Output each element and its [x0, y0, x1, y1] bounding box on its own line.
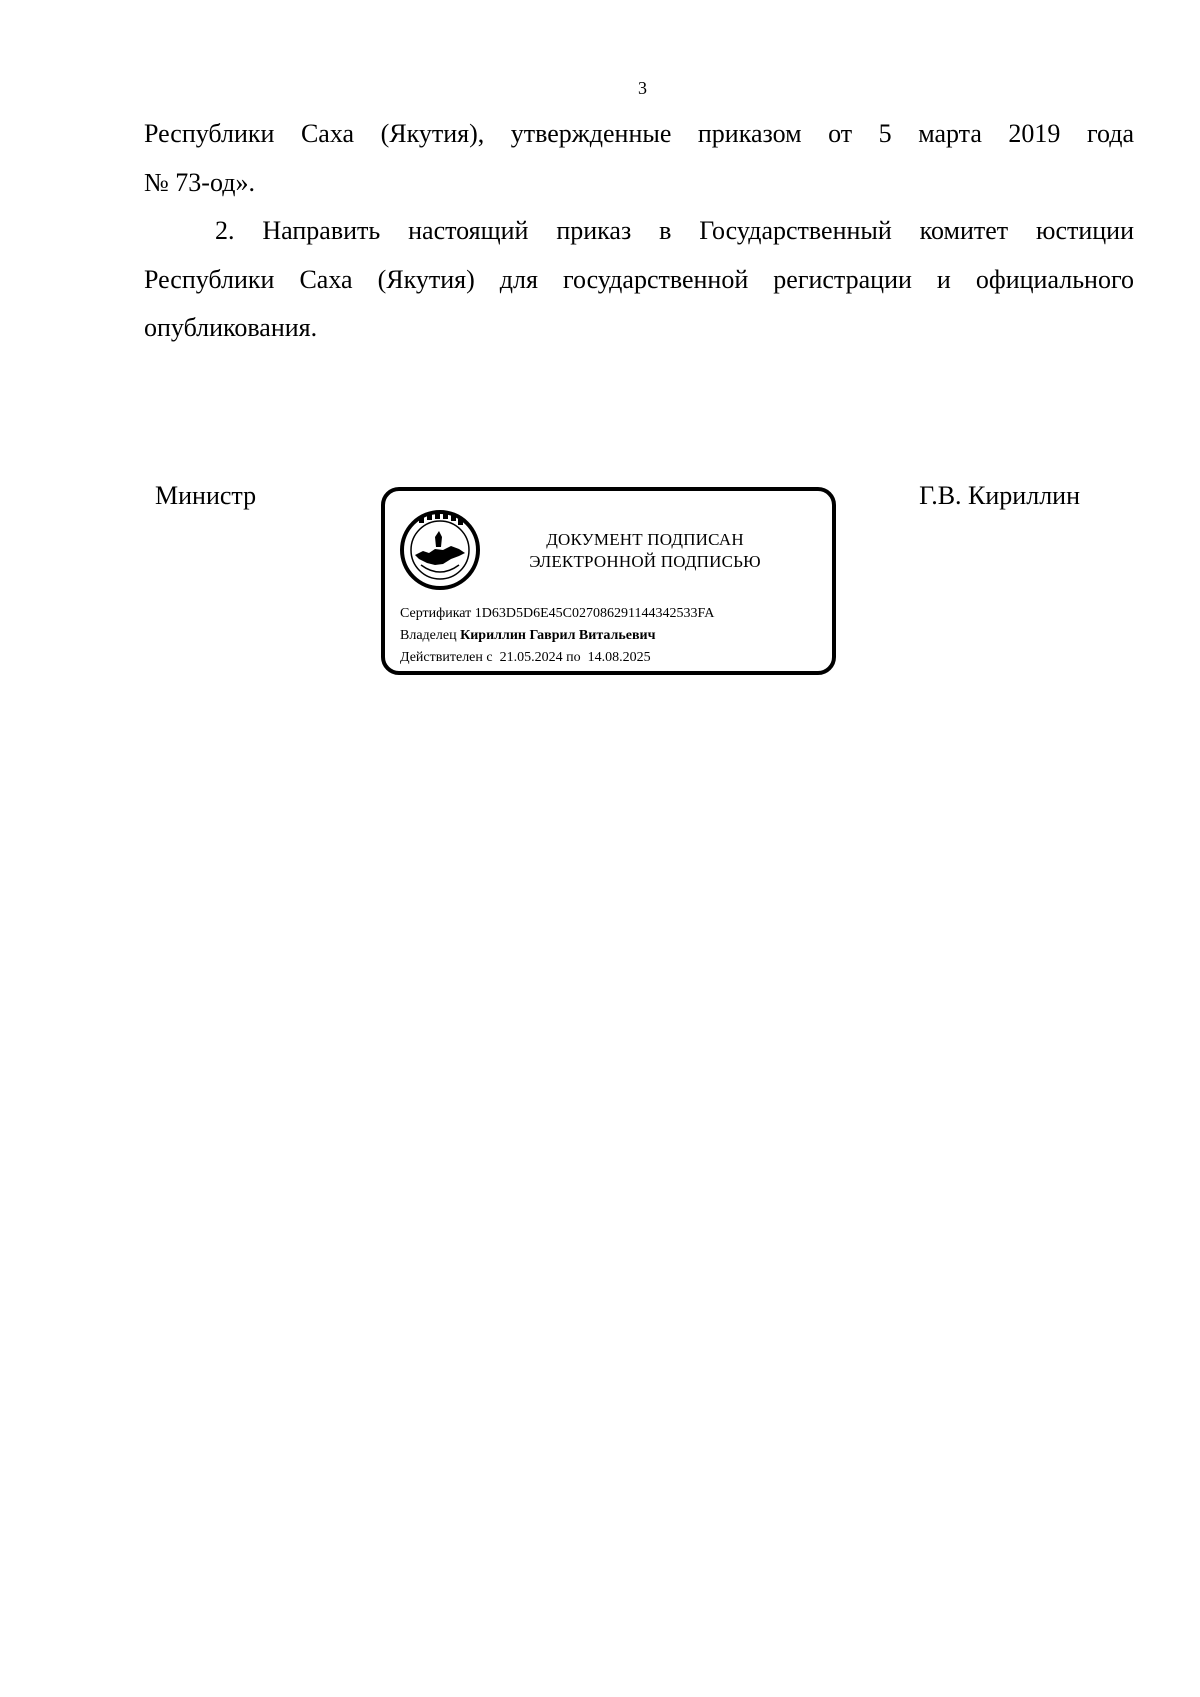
paragraph-2	[144, 207, 1134, 353]
owner-label: Владелец	[400, 628, 457, 643]
owner-row	[400, 625, 714, 647]
valid-to-label: по	[566, 650, 581, 665]
text-line: Республики Саха (Якутия) для государственной регистрации и официального	[144, 264, 1134, 294]
stamp-heading	[495, 529, 795, 573]
document-body	[144, 110, 1134, 353]
text-line: № 73-од».	[144, 167, 255, 197]
certificate-row	[400, 603, 714, 625]
stamp-details	[400, 603, 714, 669]
stamp-heading-line: ДОКУМЕНТ ПОДПИСАН	[546, 530, 744, 549]
text-line: 2. Направить настоящий приказ в Государственный комитет юстиции	[215, 216, 1134, 245]
valid-label: Действителен с	[400, 650, 493, 665]
electronic-signature-stamp	[381, 487, 836, 675]
paragraph-1	[144, 110, 1134, 207]
signer-title: Министр	[155, 481, 257, 510]
stamp-heading-line: ЭЛЕКТРОННОЙ ПОДПИСЬЮ	[529, 552, 761, 571]
page-number: 3	[638, 78, 647, 98]
coat-of-arms-seal-icon	[399, 509, 481, 591]
signer-name: Г.В. Кириллин	[919, 481, 1080, 510]
valid-from: 21.05.2024	[499, 650, 563, 665]
text-line: опубликования.	[144, 313, 318, 342]
text-line: Республики Саха (Якутия), утвержденные приказом от 5 марта 2019 года	[144, 119, 1134, 148]
validity-row	[400, 647, 714, 669]
valid-to: 14.08.2025	[587, 650, 651, 665]
certificate-label: Сертификат	[400, 606, 472, 621]
owner-value: Кириллин Гаврил Витальевич	[460, 628, 656, 643]
certificate-value: 1D63D5D6E45C027086291144342533FA	[474, 606, 715, 621]
